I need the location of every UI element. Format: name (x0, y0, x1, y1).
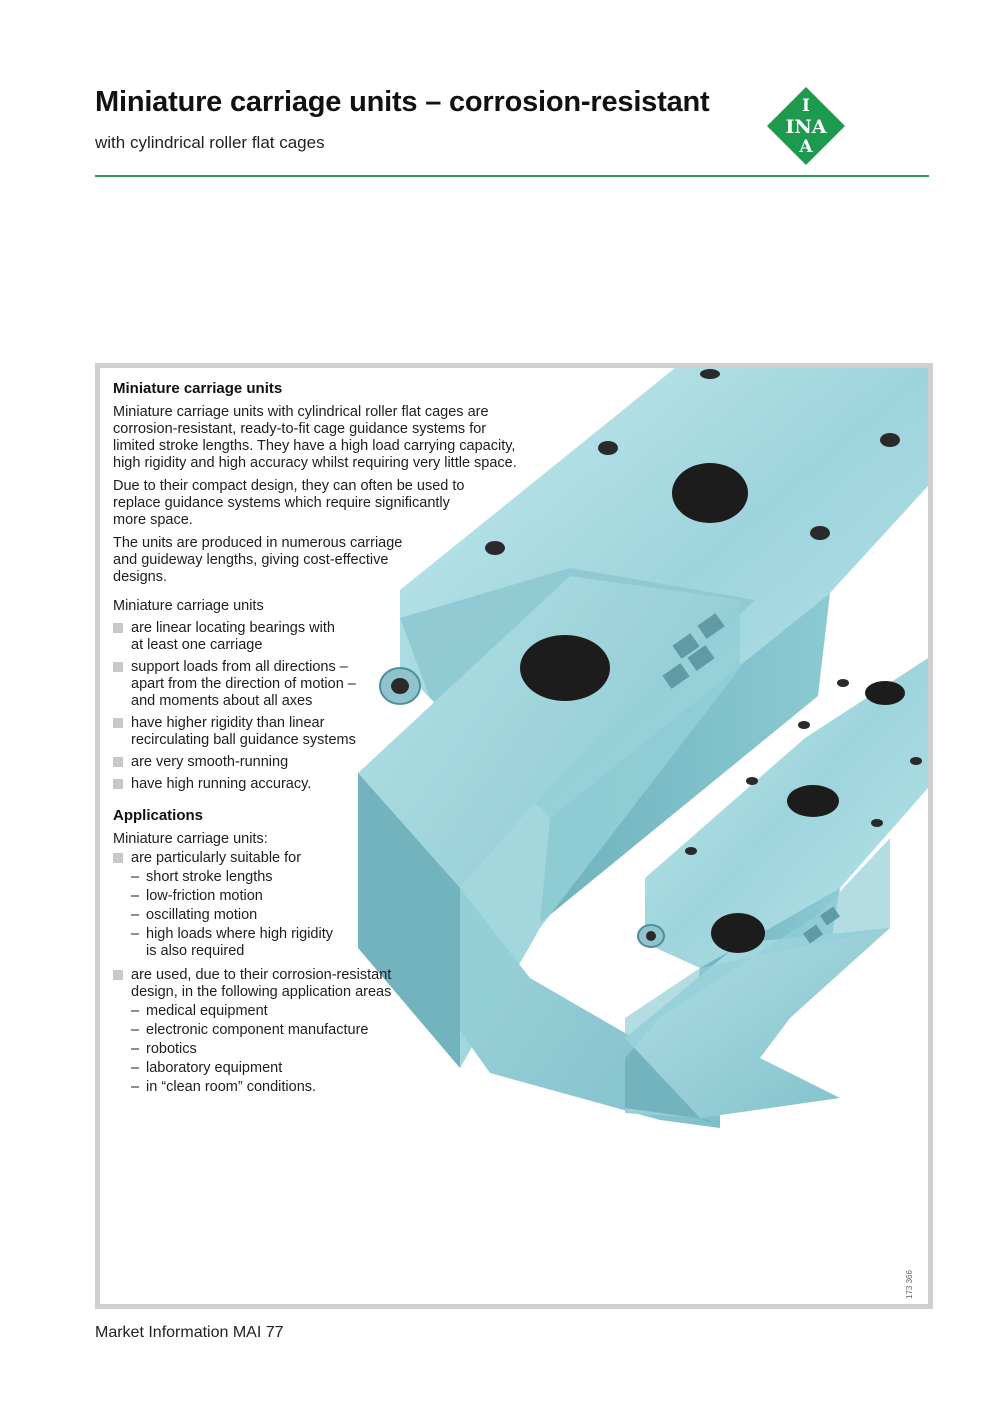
application-group: are used, due to their corrosion-resistant design, in the following application areas (113, 967, 401, 1001)
logo-letter-bottom: A (799, 137, 813, 157)
bullet-square-icon (113, 970, 123, 980)
intro-heading: Miniature carriage units (113, 380, 283, 397)
description-column (113, 376, 533, 1098)
feature-item: support loads from all directions – apart from the direction of motion – and moments about all axes (113, 659, 371, 710)
intro-paragraph: Due to their compact design, they can often be used to replace guidance systems which require significantly more space. (113, 478, 465, 528)
applications-intro: Miniature carriage units: (113, 831, 268, 847)
application-subitem: – low-friction motion (131, 888, 263, 904)
features-heading: Miniature carriage units (113, 598, 264, 614)
bullet-square-icon (113, 662, 123, 672)
application-subitem: – in “clean room” conditions. (131, 1079, 317, 1095)
application-subitem: – high loads where high rigidity is also required (131, 926, 333, 959)
logo-letter-middle: INA (785, 116, 827, 138)
figure-number: 173 366 (905, 1270, 914, 1299)
feature-item: are linear locating bearings with at least one carriage (113, 620, 351, 654)
logo-letter-top: I (802, 96, 810, 116)
ina-logo-icon (766, 86, 846, 166)
bullet-square-icon (113, 757, 123, 767)
header-rule (95, 175, 929, 177)
page-title: Miniature carriage units – corrosion-resistant (95, 86, 710, 118)
intro-paragraph: The units are produced in numerous carriage and guideway lengths, giving cost-effective designs. (113, 535, 403, 585)
page-subtitle: with cylindrical roller flat cages (95, 133, 325, 152)
feature-item: have higher rigidity than linear recirculating ball guidance systems (113, 715, 376, 749)
application-subitem: – robotics (131, 1041, 197, 1057)
application-subitem: – medical equipment (131, 1003, 268, 1019)
intro-paragraph: Miniature carriage units with cylindrical roller flat cages are corrosion-resistant, ready-to-fit cage guidance systems for limited stroke lengths. They have a high load carrying capacity, high rigidity and high accuracy whilst requiring very little space. (113, 404, 517, 471)
feature-item: are very smooth-running (113, 754, 381, 771)
application-subitem: – short stroke lengths (131, 869, 273, 885)
feature-item: have high running accuracy. (113, 776, 381, 793)
application-subitem: – oscillating motion (131, 907, 258, 923)
footer-text: Market Information MAI 77 (95, 1324, 284, 1341)
application-group: are particularly suitable for (113, 850, 371, 867)
bullet-square-icon (113, 623, 123, 633)
application-subitem: – electronic component manufacture (131, 1022, 369, 1038)
bullet-square-icon (113, 779, 123, 789)
content-frame (95, 363, 933, 1309)
bullet-square-icon (113, 718, 123, 728)
bullet-square-icon (113, 853, 123, 863)
application-subitem: – laboratory equipment (131, 1060, 283, 1076)
applications-heading: Applications (113, 807, 204, 824)
